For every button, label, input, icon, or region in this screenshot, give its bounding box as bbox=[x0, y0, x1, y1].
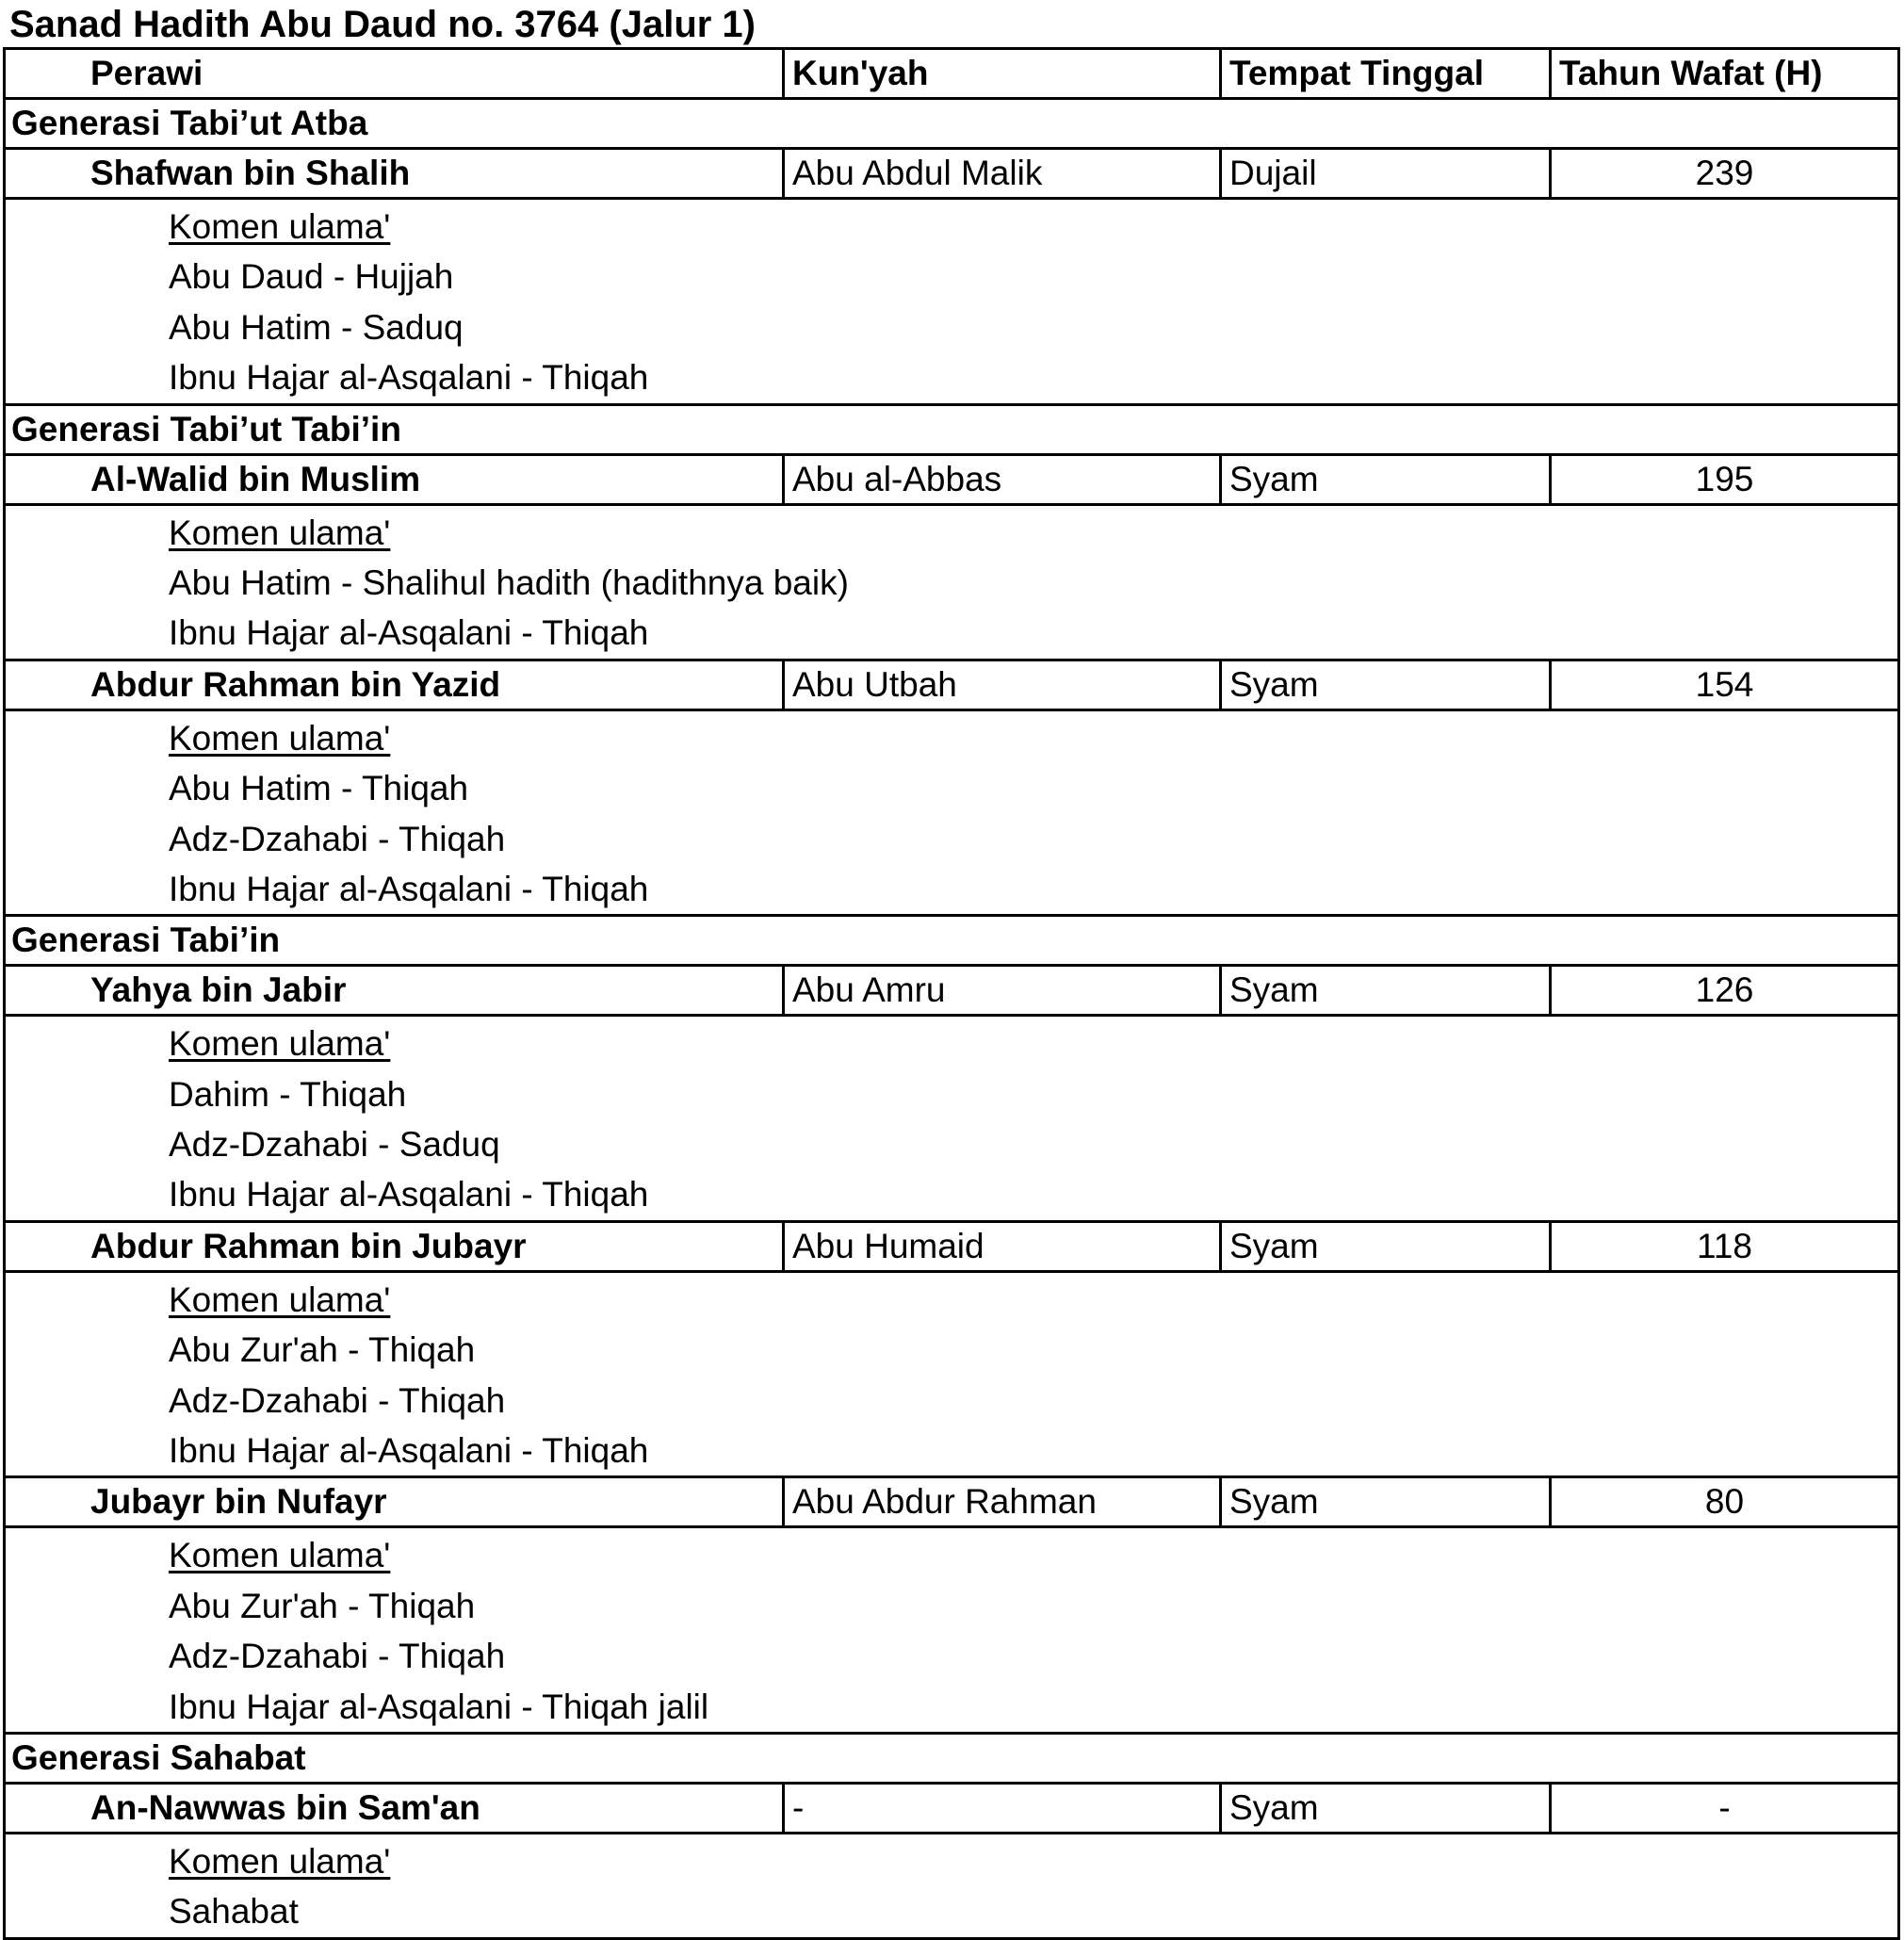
table-body bbox=[6, 100, 1897, 1940]
narrator-death-year: 239 bbox=[1695, 154, 1754, 192]
comment-item: Abu Daud - Hujjah bbox=[169, 257, 454, 297]
narrator-name: Shafwan bin Shalih bbox=[6, 150, 785, 197]
header-tempat-tinggal: Tempat Tinggal bbox=[1222, 50, 1552, 97]
narrator-death-year: - bbox=[1718, 1787, 1731, 1827]
comments-heading: Komen ulama' bbox=[169, 513, 391, 552]
generation-row bbox=[6, 406, 1897, 456]
narrator-death-year: 126 bbox=[1695, 970, 1754, 1010]
narrator-death-year: 118 bbox=[1697, 1226, 1752, 1265]
table-row bbox=[6, 1478, 1897, 1528]
header-kunyah: Kun'yah bbox=[785, 50, 1222, 97]
narrator-kunyah: Abu Utbah bbox=[785, 661, 1222, 709]
table-header bbox=[6, 50, 1897, 100]
table-row bbox=[6, 150, 1897, 200]
generation-row bbox=[6, 100, 1897, 150]
table-row bbox=[6, 456, 1897, 506]
generation-label: Generasi Sahabat bbox=[11, 1737, 306, 1777]
narrator-name: Yahya bin Jabir bbox=[6, 967, 785, 1014]
generation-label: Generasi Tabi’ut Atba bbox=[11, 104, 368, 142]
comments-heading: Komen ulama' bbox=[169, 1841, 391, 1881]
scholar-comments bbox=[6, 711, 1897, 918]
scholar-comments bbox=[6, 1834, 1897, 1940]
narrator-name: An-Nawwas bin Sam'an bbox=[6, 1785, 785, 1832]
narrator-place: Syam bbox=[1222, 456, 1552, 503]
comment-item: Abu Hatim - Shalihul hadith (hadithnya baik) bbox=[169, 562, 849, 602]
comments-heading: Komen ulama' bbox=[169, 1280, 391, 1319]
generation-label: Generasi Tabi’ut Tabi’in bbox=[11, 409, 401, 448]
narrator-death-year: 154 bbox=[1695, 664, 1754, 704]
scholar-comments bbox=[6, 200, 1897, 406]
comment-item: Ibnu Hajar al-Asqalani - Thiqah bbox=[169, 869, 649, 908]
comment-item: Abu Hatim - Thiqah bbox=[169, 769, 469, 808]
scholar-comments bbox=[6, 506, 1897, 661]
generation-row bbox=[6, 917, 1897, 967]
comments-heading: Komen ulama' bbox=[169, 718, 391, 758]
narrator-kunyah: Abu Humaid bbox=[785, 1223, 1222, 1270]
comment-item: Dahim - Thiqah bbox=[169, 1074, 407, 1114]
comment-item: Adz-Dzahabi - Saduq bbox=[169, 1125, 500, 1165]
comment-item: Adz-Dzahabi - Thiqah bbox=[169, 1637, 506, 1676]
narrator-kunyah: Abu Abdur Rahman bbox=[785, 1478, 1222, 1525]
comments-heading: Komen ulama' bbox=[169, 1024, 391, 1064]
comments-heading: Komen ulama' bbox=[169, 207, 391, 246]
narrator-place: Syam bbox=[1222, 1785, 1552, 1832]
table-row bbox=[6, 967, 1897, 1017]
narrator-kunyah: Abu al-Abbas bbox=[785, 456, 1222, 503]
comment-item: Abu Hatim - Saduq bbox=[169, 307, 464, 347]
comment-item: Sahabat bbox=[169, 1892, 299, 1932]
scholar-comments bbox=[6, 1273, 1897, 1479]
header-tahun-wafat: Tahun Wafat (H) bbox=[1559, 54, 1823, 92]
generation-row bbox=[6, 1735, 1897, 1785]
narrator-name: Abdur Rahman bin Jubayr bbox=[6, 1223, 785, 1270]
comments-heading: Komen ulama' bbox=[169, 1536, 391, 1575]
narrator-place: Syam bbox=[1222, 661, 1552, 709]
narrator-place: Syam bbox=[1222, 1223, 1552, 1270]
document-title: Sanad Hadith Abu Daud no. 3764 (Jalur 1) bbox=[9, 4, 756, 45]
narrator-death-year: 80 bbox=[1704, 1482, 1745, 1522]
narrator-place: Syam bbox=[1222, 967, 1552, 1014]
table-row bbox=[6, 1785, 1897, 1834]
sanad-table bbox=[3, 47, 1900, 1940]
generation-label: Generasi Tabi’in bbox=[11, 921, 281, 960]
table-row bbox=[6, 661, 1897, 711]
narrator-name: Jubayr bin Nufayr bbox=[6, 1478, 785, 1525]
comment-item: Ibnu Hajar al-Asqalani - Thiqah bbox=[169, 1431, 649, 1471]
comment-item: Adz-Dzahabi - Thiqah bbox=[169, 1380, 506, 1420]
comment-item: Ibnu Hajar al-Asqalani - Thiqah bbox=[169, 1175, 649, 1215]
comment-item: Ibnu Hajar al-Asqalani - Thiqah bbox=[169, 358, 649, 398]
comment-item: Abu Zur'ah - Thiqah bbox=[169, 1330, 476, 1370]
narrator-name: Al-Walid bin Muslim bbox=[6, 456, 785, 503]
comment-item: Ibnu Hajar al-Asqalani - Thiqah bbox=[169, 613, 649, 653]
scholar-comments bbox=[6, 1528, 1897, 1735]
narrator-name: Abdur Rahman bin Yazid bbox=[6, 661, 785, 709]
header-perawi: Perawi bbox=[6, 50, 785, 97]
table-row bbox=[6, 1223, 1897, 1273]
comment-item: Adz-Dzahabi - Thiqah bbox=[169, 819, 506, 858]
narrator-place: Dujail bbox=[1222, 150, 1552, 197]
comment-item: Ibnu Hajar al-Asqalani - Thiqah jalil bbox=[169, 1687, 709, 1726]
narrator-death-year: 195 bbox=[1695, 459, 1754, 498]
narrator-place: Syam bbox=[1222, 1478, 1552, 1525]
comment-item: Abu Zur'ah - Thiqah bbox=[169, 1586, 476, 1625]
narrator-kunyah: - bbox=[785, 1785, 1222, 1832]
scholar-comments bbox=[6, 1017, 1897, 1223]
narrator-kunyah: Abu Amru bbox=[785, 967, 1222, 1014]
narrator-kunyah: Abu Abdul Malik bbox=[785, 150, 1222, 197]
